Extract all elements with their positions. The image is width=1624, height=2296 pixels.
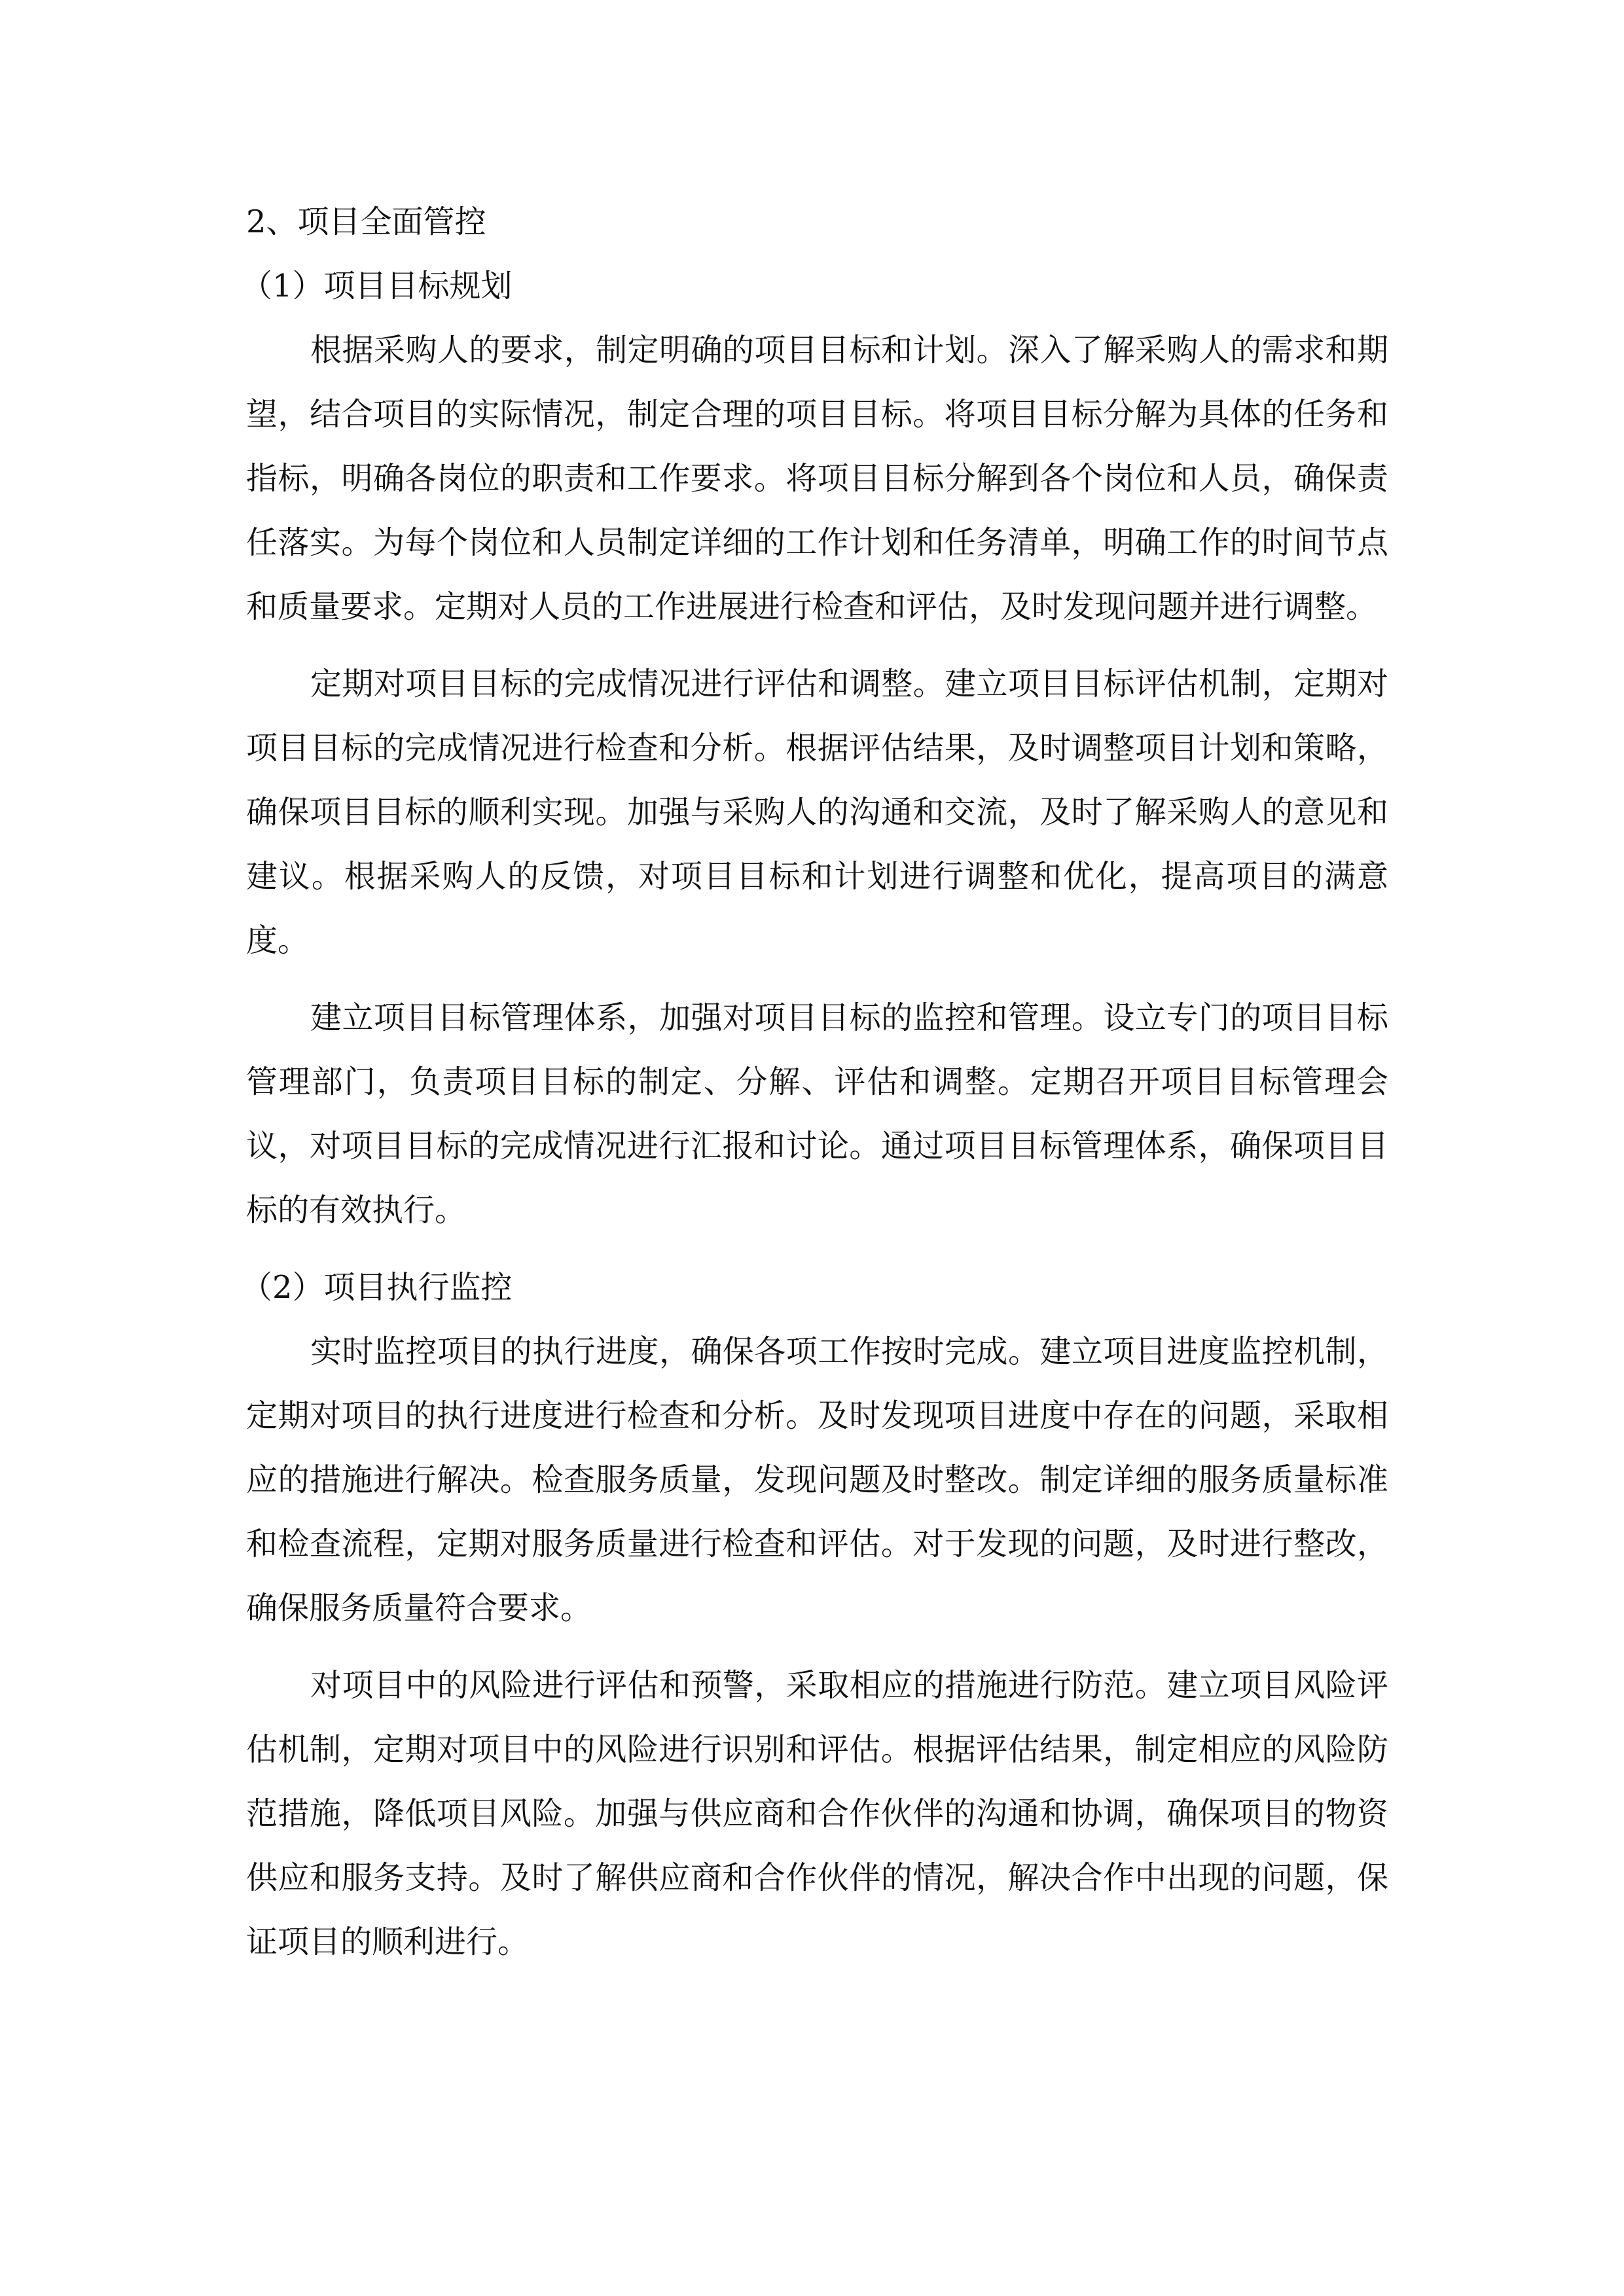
document-body bbox=[241, 190, 1388, 1974]
paragraph: 实时监控项目的执行进度，确保各项工作按时完成。建立项目进度监控机制，定期对项目的执行进度进行检查和分析。及时发现项目进度中存在的问题，采取相应的措施进行解决。检查服务质量，发现问题及时整改。制定详细的服务质量标准和检查流程，定期对服务质量进行检查和评估。对于发现的问题，及时进行整改，确保服务质量符合要求。 bbox=[246, 1333, 1388, 1626]
paragraph: 根据采购人的要求，制定明确的项目目标和计划。深入了解采购人的需求和期望，结合项目的实际情况，制定合理的项目目标。将项目目标分解为具体的任务和指标，明确各岗位的职责和工作要求。将项目目标分解到各个岗位和人员，确保责任落实。为每个岗位和人员制定详细的工作计划和任务清单，明确工作的时间节点和质量要求。定期对人员的工作进展进行检查和评估，及时发现问题并进行调整。 bbox=[246, 332, 1388, 625]
section-title: 2、项目全面管控 bbox=[246, 204, 486, 240]
paragraph: 对项目中的风险进行评估和预警，采取相应的措施进行防范。建立项目风险评估机制，定期对项目中的风险进行识别和评估。根据评估结果，制定相应的风险防范措施，降低项目风险。加强与供应商和合作伙伴的沟通和协调，确保项目的物资供应和服务支持。及时了解供应商和合作伙伴的情况，解决合作中出现的问题，保证项目的顺利进行。 bbox=[246, 1667, 1388, 1960]
subsection-title-execution-monitoring: （2）项目执行监控 bbox=[241, 1269, 513, 1306]
paragraph: 定期对项目目标的完成情况进行评估和调整。建立项目目标评估机制，定期对项目目标的完成情况进行检查和分析。根据评估结果，及时调整项目计划和策略，确保项目目标的顺利实现。加强与采购人的沟通和交流，及时了解采购人的意见和建议。根据采购人的反馈，对项目目标和计划进行调整和优化，提高项目的满意度。 bbox=[246, 666, 1388, 959]
subsection-title-goal-planning: （1）项目目标规划 bbox=[241, 268, 513, 304]
paragraph: 建立项目目标管理体系，加强对项目目标的监控和管理。设立专门的项目目标管理部门，负责项目目标的制定、分解、评估和调整。定期召开项目目标管理会议，对项目目标的完成情况进行汇报和讨论。通过项目目标管理体系，确保项目目标的有效执行。 bbox=[246, 999, 1388, 1229]
